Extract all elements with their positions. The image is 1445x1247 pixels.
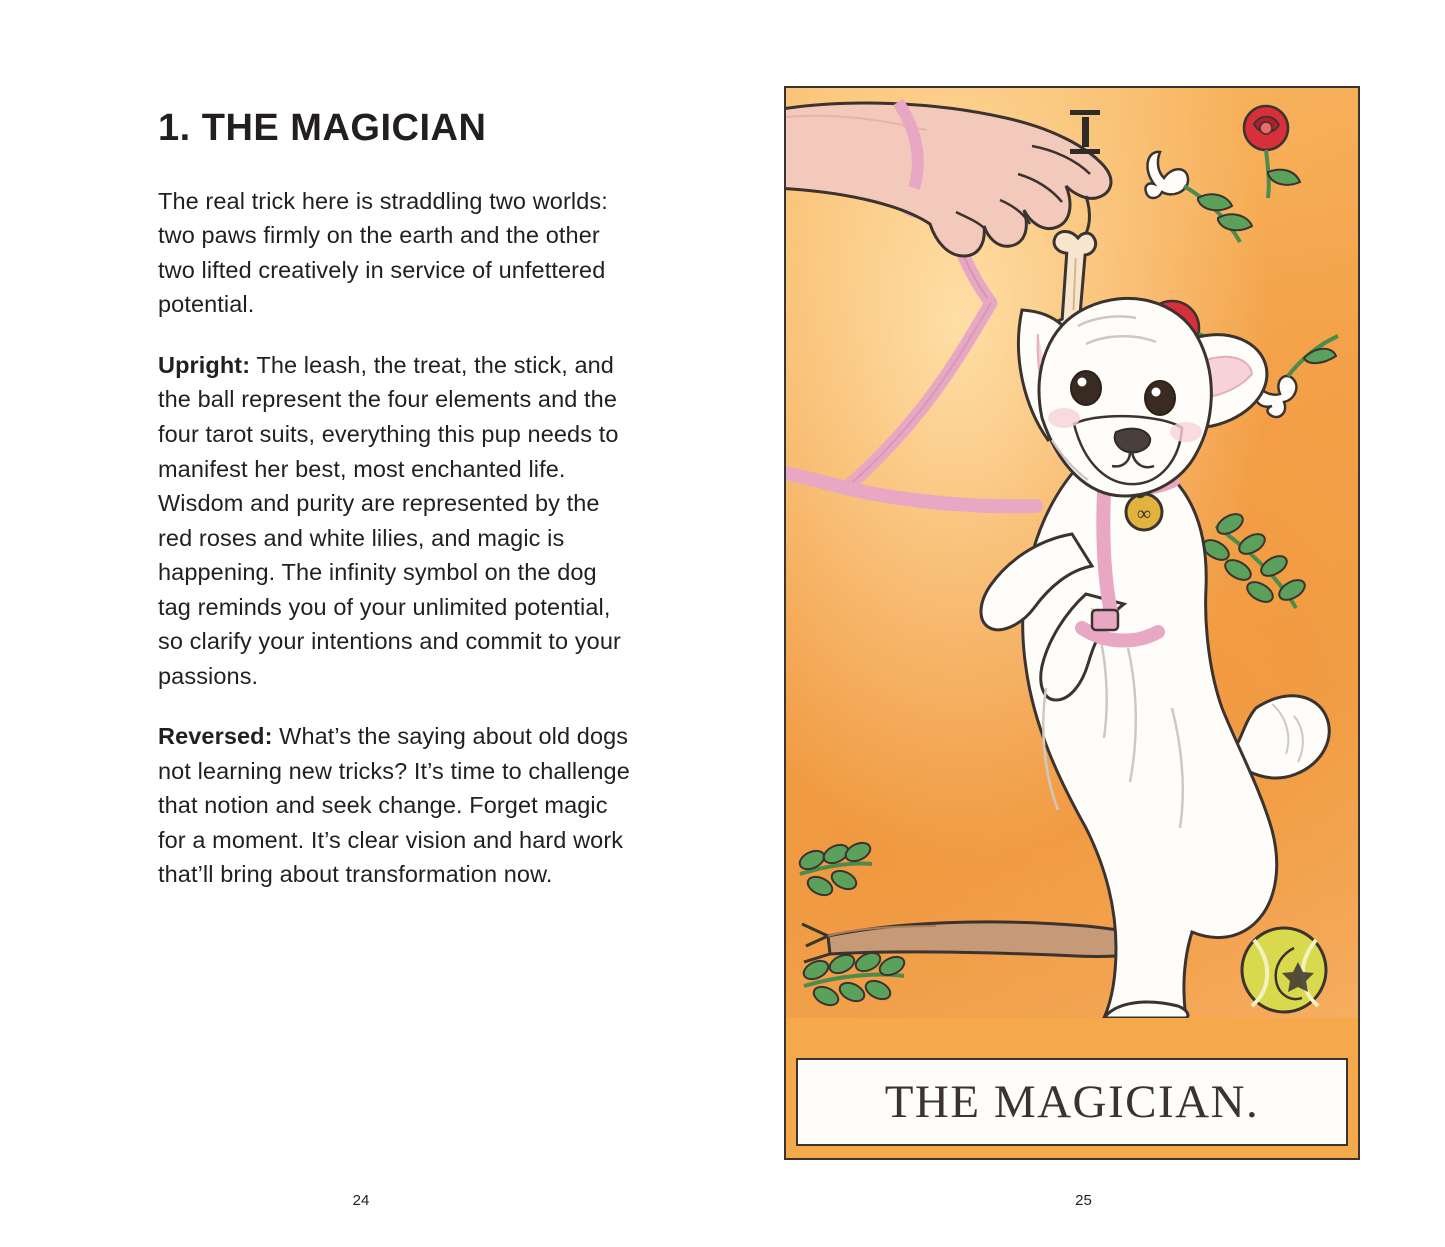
paragraph-upright (158, 348, 632, 693)
tennis-ball-icon (1242, 928, 1326, 1012)
paragraph-intro (158, 184, 632, 322)
numeral-stem (1082, 117, 1089, 147)
upright-label: Upright: (158, 351, 251, 378)
page-number-left: 24 (352, 1192, 370, 1209)
reversed-label: Reversed: (158, 723, 273, 750)
dog-eye-right (1145, 381, 1175, 415)
card-numeral (1070, 110, 1100, 154)
dog-head (1018, 298, 1266, 496)
numeral-bar-bottom (1070, 149, 1100, 154)
card-title: THE MAGICIAN. (884, 1076, 1260, 1128)
tarot-card-artwork (786, 88, 1358, 1018)
page-title: 1. THE MAGICIAN (158, 107, 487, 149)
reversed-text: What’s the saying about old dogs not learning new tricks? It’s time to challenge that notion and seek change. Forget magic for a moment. It’s clear vision and hard work that’ll bring about transformation now. (158, 723, 630, 888)
tarot-card (784, 86, 1360, 1160)
card-title-band (796, 1058, 1348, 1146)
paragraph-intro-text: The real trick here is straddling two worlds: two paws firmly on the earth and the other two lifted creatively in service of unfettered potential. (158, 187, 608, 318)
numeral-bar-top (1070, 110, 1100, 115)
right-page (722, 0, 1445, 1247)
svg-text:∞: ∞ (1136, 503, 1152, 525)
page-number-right: 25 (1075, 1192, 1092, 1209)
left-page (0, 0, 722, 1247)
dog-eye-left (1071, 371, 1101, 405)
paragraph-reversed (158, 719, 632, 892)
upright-text: The leash, the treat, the stick, and the ball represent the four elements and the four tarot suits, everything this pup needs to manifest her best, most enchanted life. Wisdom and purity are represented by the red roses and white lilies, and magic is happening. The infinity symbol on the dog tag reminds you of your unlimited potential, so clarify your intentions and commit to your passions. (158, 351, 621, 689)
card-illustration-svg (786, 88, 1358, 1018)
